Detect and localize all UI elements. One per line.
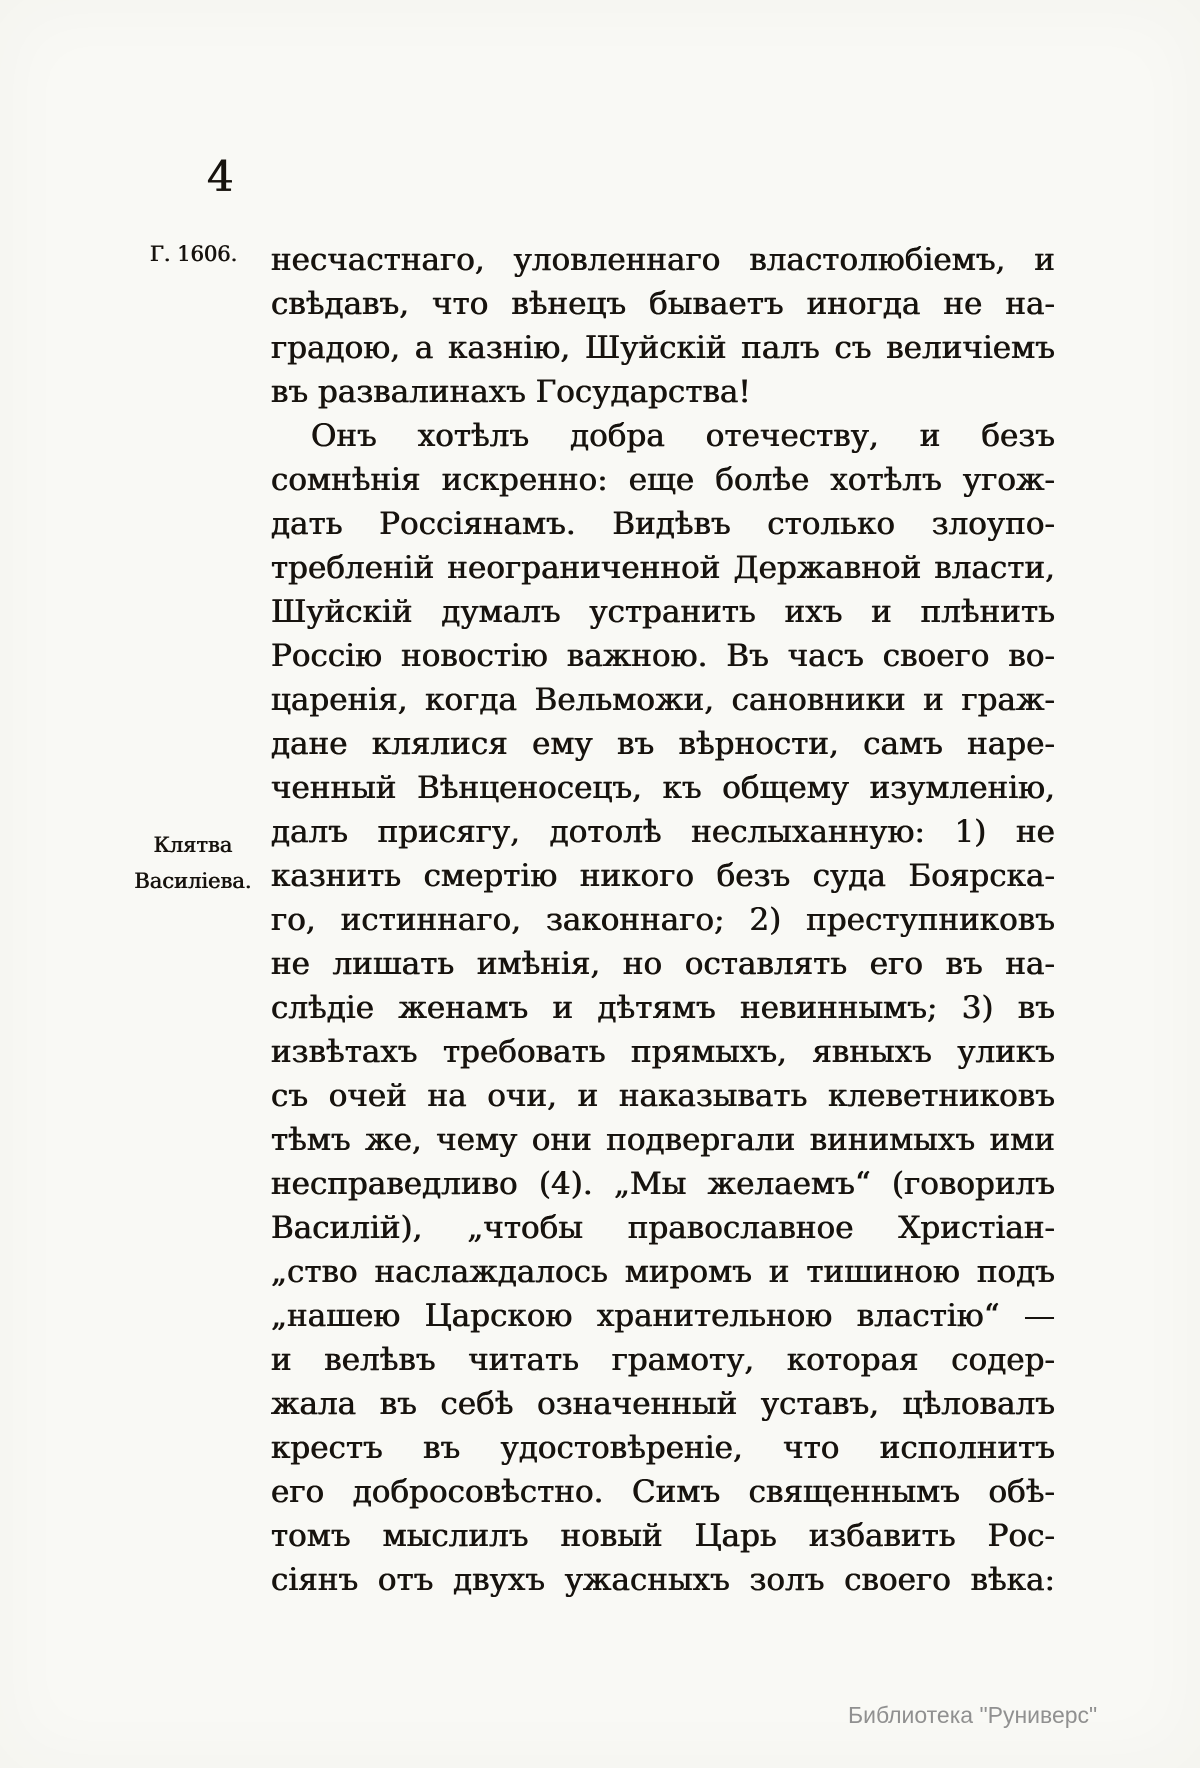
text-line: казнить смертію никого безъ суда Боярска-: [271, 858, 1055, 894]
text-line: Шуйскій думалъ устранить ихъ и плѣнить: [271, 594, 1055, 630]
margin-note-oath: [126, 827, 260, 899]
text-line: извѣтахъ требовать прямыхъ, явныхъ уликъ: [271, 1034, 1055, 1070]
text-line: съ очей на очи, и наказывать клеветниковъ: [271, 1078, 1055, 1114]
margin-note-oath-line-2: Василіева.: [134, 869, 252, 893]
text-line: Россію новостію важною. Въ часъ своего во-: [271, 638, 1055, 674]
text-line: сіянъ отъ двухъ ужасныхъ золъ своего вѣка:: [271, 1562, 1055, 1598]
text-line: его добросовѣстно. Симъ священнымъ обѣ-: [271, 1474, 1055, 1510]
text-line: требленій неограниченной Державной власти,: [271, 550, 1055, 586]
text-line: томъ мыслилъ новый Царь избавить Рос-: [271, 1518, 1055, 1554]
text-line: ченный Вѣнценосецъ, къ общему изумленію,: [271, 770, 1055, 806]
text-line: „ство наслаждалось миромъ и тишиною подъ: [271, 1254, 1055, 1290]
text-line: сомнѣнія искренно: еще болѣе хотѣлъ угож-: [271, 462, 1055, 498]
text-line: несчастнаго, уловленнаго властолюбіемъ, и: [271, 242, 1055, 278]
main-text-block: [271, 238, 1055, 1602]
text-line-paragraph-end: въ развалинахъ Государства!: [271, 374, 751, 410]
text-line: дать Россіянамъ. Видѣвъ столько злоупо-: [271, 506, 1055, 542]
library-watermark: Библиотека "Руниверс": [848, 1702, 1098, 1728]
text-line-paragraph-start: Онъ хотѣлъ добра отечеству, и безъ: [311, 418, 1055, 454]
margin-note-oath-line-1: Клятва: [153, 833, 233, 857]
text-line: дане клялися ему въ вѣрности, самъ наре-: [271, 726, 1055, 762]
margin-note-year: Г. 1606.: [150, 242, 238, 266]
text-line: слѣдіе женамъ и дѣтямъ невиннымъ; 3) въ: [271, 990, 1055, 1026]
text-line: Василій), „чтобы православное Христіан-: [271, 1210, 1055, 1246]
text-line: далъ присягу, дотолѣ неслыханную: 1) не: [271, 814, 1055, 850]
text-line: несправедливо (4). „Мы желаемъ“ (говорилъ: [271, 1166, 1055, 1202]
text-line: и велѣвъ читать грамоту, которая содер-: [271, 1342, 1055, 1378]
text-line: „нашею Царскою хранительною властію“ —: [271, 1298, 1055, 1334]
text-line: не лишать имѣнія, но оставлять его въ на-: [271, 946, 1055, 982]
page-number: 4: [207, 152, 234, 201]
text-line: жала въ себѣ означенный уставъ, цѣловалъ: [271, 1386, 1055, 1422]
text-line: го, истиннаго, законнаго; 2) преступниковъ: [271, 902, 1055, 938]
text-line: царенія, когда Вельможи, сановники и граж-: [271, 682, 1055, 718]
text-line: крестъ въ удостовѣреніе, что исполнитъ: [271, 1430, 1055, 1466]
text-line: тѣмъ же, чему они подвергали винимыхъ ими: [271, 1122, 1055, 1158]
text-line: градою, а казнію, Шуйскій палъ съ величіемъ: [271, 330, 1055, 366]
text-line: свѣдавъ, что вѣнецъ бываетъ иногда не на-: [271, 286, 1055, 322]
